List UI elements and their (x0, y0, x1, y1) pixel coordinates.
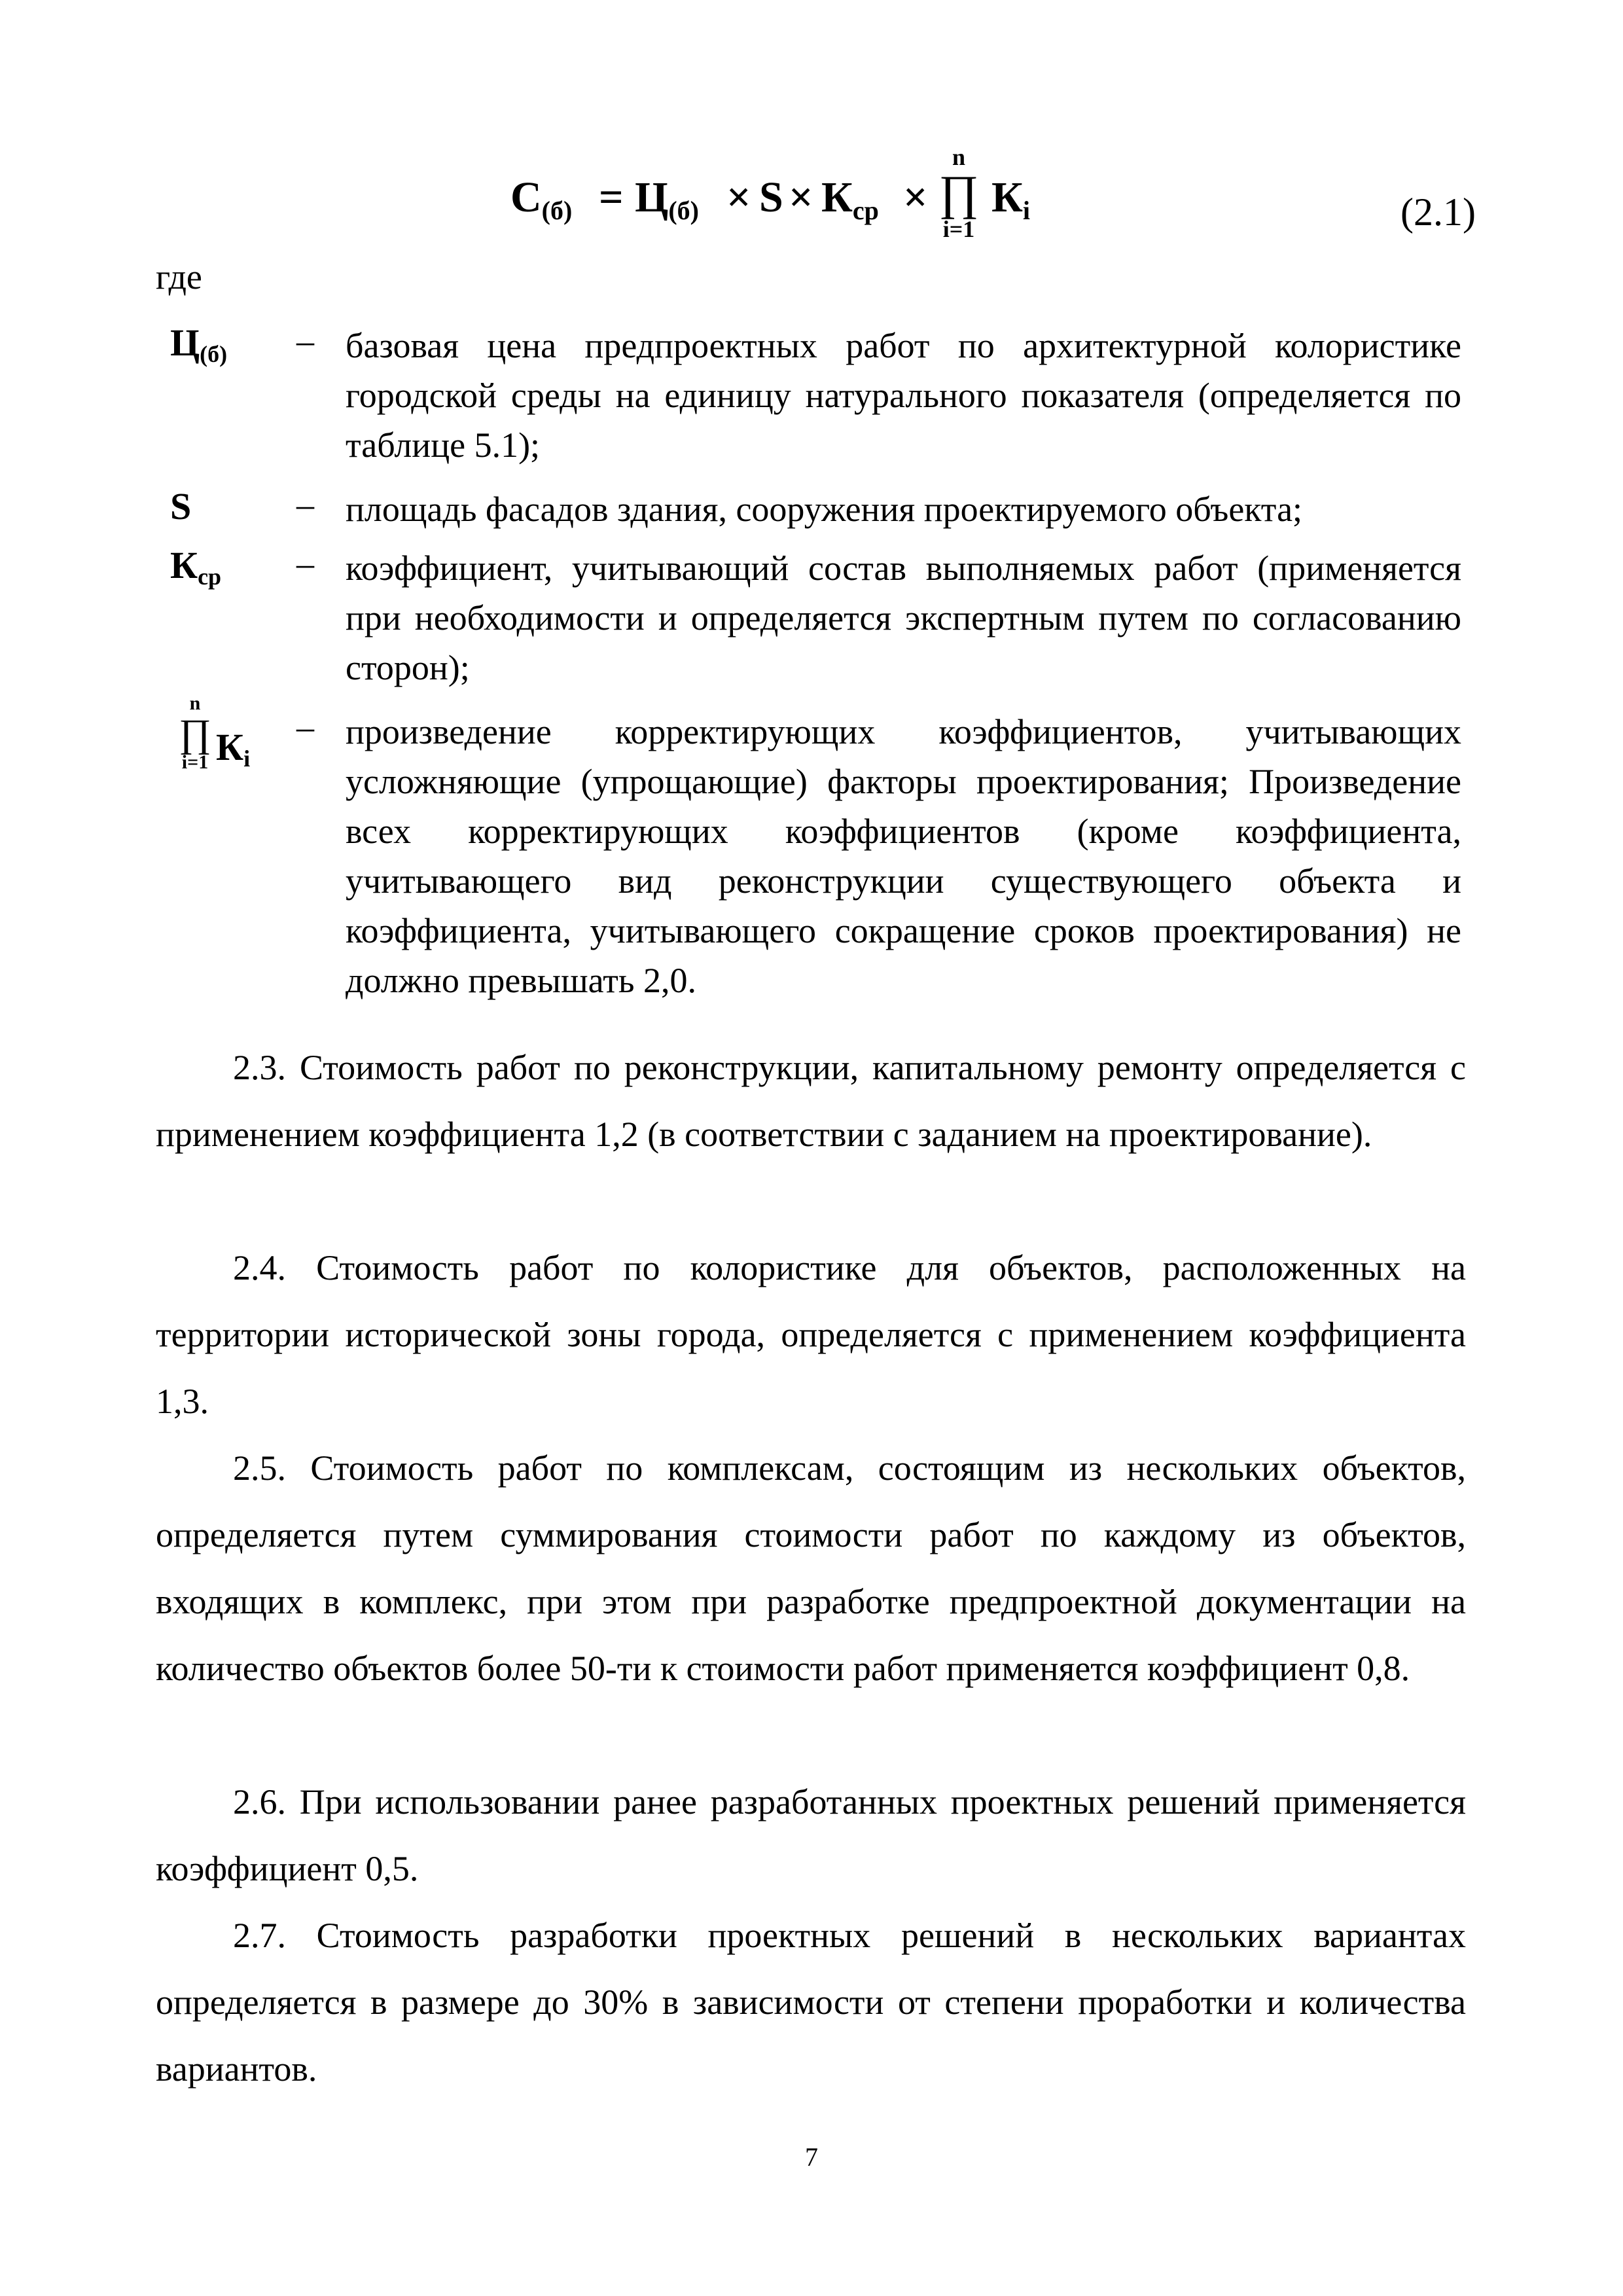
paragraph-2-4: 2.4. Стоимость работ по колористике для объектов, расположенных на территории исторической зоны города, определяется с применением коэффициента 1,3. (156, 1248, 1466, 1421)
definition-symbol: $К_{ср}$ (170, 544, 222, 590)
definition-text: площадь фасадов здания, сооружения проектируемого объекта; (346, 490, 1303, 529)
definition-symbol-product: n ∏ i=1 $К_i$ (179, 692, 251, 773)
paragraph-2-3: 2.3. Стоимость работ по реконструкции, капитальному ремонту определяется с применением коэффициента 1,2 (в соответствии с заданием на проектирование). (156, 1048, 1466, 1154)
definition-dash: – (296, 321, 314, 361)
definition-text: коэффициент, учитывающий состав выполняемых работ (применяется при необходимости и определяется экспертным путем по согласованию сторон); (346, 548, 1461, 687)
formula-2-1 (510, 145, 1067, 270)
page-number: 7 (805, 2142, 818, 2172)
product-operator: n ∏ i=1 (938, 144, 979, 242)
equation-number: (2.1) (1400, 190, 1476, 234)
formula-c: $С_{(б)}$ (510, 173, 573, 225)
formula-times-2: × (789, 173, 813, 221)
definition-dash: – (296, 708, 314, 747)
formula-k: $К_{ср}$ (821, 173, 879, 225)
definition-symbol: $Ц_{(б)}$ (170, 321, 228, 367)
formula-s: S (759, 173, 783, 221)
definition-text: базовая цена предпроектных работ по архитектурной колористике городской среды на единицу натурального показателя (определяется по таблице 5.1); (346, 326, 1461, 465)
definition-dash: – (296, 544, 314, 583)
definition-text: произведение корректирующих коэффициентов, учитывающих усложняющие (упрощающие) факторы проектирования; Произведение всех корректирующих коэффициентов (кроме коэффициента, учитывающего вид реконструкции существующего объекта и коэффициента, учитывающего сокращение сроков проектирования) не должно превышать 2,0. (346, 712, 1461, 1000)
definition-symbol: S (170, 485, 192, 528)
formula-equals: = (599, 173, 624, 221)
paragraph-2-5: 2.5. Стоимость работ по комплексам, состоящим из нескольких объектов, определяется путем суммирования стоимости работ по каждому из объектов, входящих в комплекс, при этом при разработке предпроектной документации на количество объектов более 50-ти к стоимости работ применяется коэффициент 0,8. (156, 1448, 1466, 1688)
formula-ts: $Ц_{(б)}$ (635, 173, 699, 225)
formula-ki: $К_i$ (991, 173, 1030, 225)
paragraph-2-6: 2.6. При использовании ранее разработанных проектных решений применяется коэффициент 0,5. (156, 1782, 1466, 1888)
formula-times-1: × (726, 173, 751, 221)
formula-times-3: × (903, 173, 928, 221)
definition-dash: – (296, 485, 314, 524)
paragraph-2-7: 2.7. Стоимость разработки проектных решений в нескольких вариантах определяется в размере до 30% в зависимости от степени проработки и количества вариантов. (156, 1916, 1466, 2089)
where-label: где (156, 257, 202, 296)
